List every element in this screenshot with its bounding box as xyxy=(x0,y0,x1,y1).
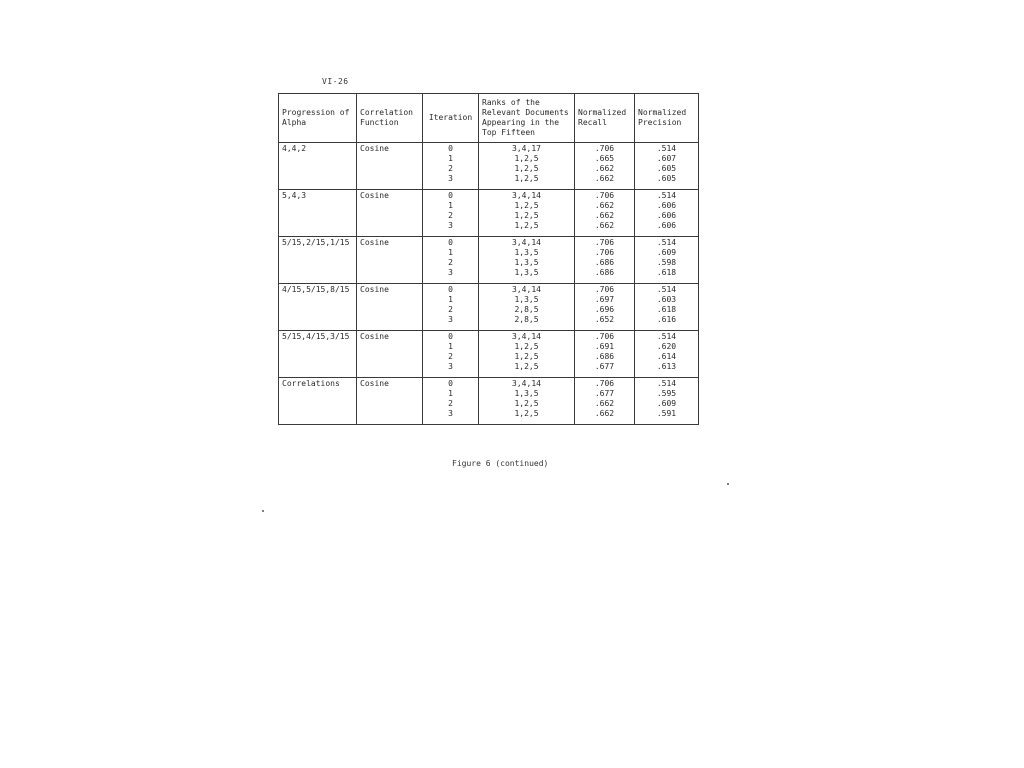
cell-ranks-value: 1,3,5 xyxy=(514,248,539,257)
cell-precision-value: .605 xyxy=(656,164,677,173)
scan-speck xyxy=(727,483,729,485)
cell-recall-value: .662 xyxy=(594,174,615,183)
cell-recall-value: .697 xyxy=(594,295,615,304)
cell-iteration-value: 2 xyxy=(448,399,453,408)
cell-recall-value: .662 xyxy=(594,221,615,230)
cell-recall xyxy=(575,237,635,284)
cell-recall-value: .706 xyxy=(594,379,615,388)
cell-recall-value: .662 xyxy=(594,409,615,418)
cell-iteration xyxy=(423,331,479,378)
cell-ranks-value: 1,3,5 xyxy=(514,268,539,277)
cell-iteration-value: 0 xyxy=(448,379,453,388)
cell-precision-value: .514 xyxy=(656,238,677,247)
cell-iteration-value: 1 xyxy=(448,342,453,351)
cell-recall-value: .706 xyxy=(594,238,615,247)
cell-ranks-value: 3,4,17 xyxy=(512,144,541,153)
header-ranks: Ranks of the Relevant Documents Appearing in the Top Fifteen xyxy=(479,94,575,143)
cell-recall-value: .706 xyxy=(594,144,615,153)
cell-precision-value: .595 xyxy=(656,389,677,398)
cell-iteration-value: 0 xyxy=(448,285,453,294)
cell-progression: 5/15,2/15,1/15 xyxy=(279,237,357,284)
table-row xyxy=(279,143,699,190)
cell-ranks-value: 1,2,5 xyxy=(514,164,539,173)
cell-iteration-value: 3 xyxy=(448,362,453,371)
cell-iteration-value: 0 xyxy=(448,238,453,247)
cell-iteration-value: 1 xyxy=(448,248,453,257)
cell-recall xyxy=(575,190,635,237)
cell-ranks-value: 3,4,14 xyxy=(512,238,541,247)
cell-iteration-value: 3 xyxy=(448,221,453,230)
table-row xyxy=(279,378,699,425)
page-label: VI-26 xyxy=(322,77,349,86)
cell-recall-value: .662 xyxy=(594,399,615,408)
cell-iteration xyxy=(423,190,479,237)
cell-iteration-value: 2 xyxy=(448,258,453,267)
cell-precision-value: .603 xyxy=(656,295,677,304)
cell-precision-value: .620 xyxy=(656,342,677,351)
cell-iteration-value: 3 xyxy=(448,174,453,183)
cell-recall xyxy=(575,378,635,425)
cell-ranks-value: 1,3,5 xyxy=(514,295,539,304)
cell-iteration-value: 3 xyxy=(448,268,453,277)
cell-precision-value: .618 xyxy=(656,268,677,277)
cell-recall-value: .652 xyxy=(594,315,615,324)
header-recall: Normalized Recall xyxy=(575,94,635,143)
cell-precision-value: .609 xyxy=(656,399,677,408)
cell-ranks-value: 1,2,5 xyxy=(514,352,539,361)
cell-recall-value: .691 xyxy=(594,342,615,351)
cell-ranks-value: 3,4,14 xyxy=(512,332,541,341)
cell-ranks xyxy=(479,284,575,331)
cell-precision-value: .606 xyxy=(656,211,677,220)
cell-iteration xyxy=(423,237,479,284)
cell-ranks xyxy=(479,143,575,190)
cell-correlation: Cosine xyxy=(357,378,423,425)
header-iteration: Iteration xyxy=(423,94,479,143)
cell-precision xyxy=(635,237,699,284)
cell-ranks-value: 1,2,5 xyxy=(514,221,539,230)
cell-precision-value: .605 xyxy=(656,174,677,183)
cell-iteration xyxy=(423,143,479,190)
cell-ranks-value: 3,4,14 xyxy=(512,191,541,200)
cell-iteration-value: 2 xyxy=(448,352,453,361)
cell-iteration-value: 0 xyxy=(448,144,453,153)
figure-caption: Figure 6 (continued) xyxy=(452,459,549,468)
cell-progression: 5,4,3 xyxy=(279,190,357,237)
cell-recall xyxy=(575,143,635,190)
cell-ranks-value: 3,4,14 xyxy=(512,379,541,388)
cell-ranks-value: 2,8,5 xyxy=(514,315,539,324)
cell-recall-value: .677 xyxy=(594,362,615,371)
cell-precision-value: .514 xyxy=(656,144,677,153)
table-row xyxy=(279,190,699,237)
cell-precision-value: .614 xyxy=(656,352,677,361)
cell-precision-value: .514 xyxy=(656,285,677,294)
cell-precision-value: .618 xyxy=(656,305,677,314)
cell-iteration-value: 2 xyxy=(448,211,453,220)
cell-iteration-value: 2 xyxy=(448,164,453,173)
cell-correlation: Cosine xyxy=(357,190,423,237)
table-header-row xyxy=(279,94,699,143)
cell-recall-value: .665 xyxy=(594,154,615,163)
cell-ranks-value: 1,2,5 xyxy=(514,174,539,183)
cell-correlation: Cosine xyxy=(357,237,423,284)
cell-recall-value: .686 xyxy=(594,268,615,277)
cell-recall-value: .706 xyxy=(594,332,615,341)
cell-ranks-value: 1,2,5 xyxy=(514,201,539,210)
table-row xyxy=(279,284,699,331)
table-row xyxy=(279,237,699,284)
cell-iteration-value: 0 xyxy=(448,332,453,341)
cell-recall-value: .706 xyxy=(594,248,615,257)
cell-progression: Correlations xyxy=(279,378,357,425)
cell-precision-value: .514 xyxy=(656,191,677,200)
cell-recall xyxy=(575,331,635,378)
cell-recall-value: .706 xyxy=(594,191,615,200)
table-row xyxy=(279,331,699,378)
cell-recall-value: .662 xyxy=(594,164,615,173)
cell-precision-value: .591 xyxy=(656,409,677,418)
cell-iteration xyxy=(423,378,479,425)
cell-recall-value: .686 xyxy=(594,258,615,267)
table-body xyxy=(279,143,699,425)
cell-progression: 5/15,4/15,3/15 xyxy=(279,331,357,378)
cell-precision-value: .607 xyxy=(656,154,677,163)
cell-ranks-value: 1,2,5 xyxy=(514,154,539,163)
results-table xyxy=(278,93,699,425)
cell-ranks-value: 1,2,5 xyxy=(514,409,539,418)
header-progression: Progression of Alpha xyxy=(279,94,357,143)
cell-ranks-value: 2,8,5 xyxy=(514,305,539,314)
cell-ranks-value: 1,2,5 xyxy=(514,362,539,371)
cell-progression: 4,4,2 xyxy=(279,143,357,190)
cell-ranks-value: 1,3,5 xyxy=(514,389,539,398)
cell-ranks-value: 1,3,5 xyxy=(514,258,539,267)
cell-precision-value: .606 xyxy=(656,201,677,210)
cell-precision xyxy=(635,378,699,425)
cell-iteration-value: 1 xyxy=(448,154,453,163)
cell-precision-value: .616 xyxy=(656,315,677,324)
cell-precision xyxy=(635,284,699,331)
cell-precision xyxy=(635,331,699,378)
cell-iteration-value: 1 xyxy=(448,389,453,398)
scan-speck xyxy=(262,510,264,512)
cell-ranks xyxy=(479,331,575,378)
cell-iteration-value: 3 xyxy=(448,315,453,324)
cell-precision-value: .606 xyxy=(656,221,677,230)
cell-correlation: Cosine xyxy=(357,143,423,190)
cell-recall-value: .706 xyxy=(594,285,615,294)
cell-precision xyxy=(635,190,699,237)
cell-ranks xyxy=(479,237,575,284)
cell-iteration xyxy=(423,284,479,331)
cell-correlation: Cosine xyxy=(357,284,423,331)
cell-iteration-value: 1 xyxy=(448,295,453,304)
cell-ranks-value: 1,2,5 xyxy=(514,211,539,220)
cell-recall-value: .662 xyxy=(594,211,615,220)
cell-iteration-value: 3 xyxy=(448,409,453,418)
cell-ranks-value: 1,2,5 xyxy=(514,342,539,351)
cell-iteration-value: 1 xyxy=(448,201,453,210)
cell-recall xyxy=(575,284,635,331)
cell-progression: 4/15,5/15,8/15 xyxy=(279,284,357,331)
cell-correlation: Cosine xyxy=(357,331,423,378)
cell-ranks xyxy=(479,190,575,237)
cell-ranks-value: 3,4,14 xyxy=(512,285,541,294)
cell-precision xyxy=(635,143,699,190)
cell-recall-value: .686 xyxy=(594,352,615,361)
header-precision: Normalized Precision xyxy=(635,94,699,143)
cell-precision-value: .514 xyxy=(656,379,677,388)
cell-recall-value: .696 xyxy=(594,305,615,314)
header-correlation: Correlation Function xyxy=(357,94,423,143)
cell-precision-value: .613 xyxy=(656,362,677,371)
cell-precision-value: .609 xyxy=(656,248,677,257)
cell-ranks xyxy=(479,378,575,425)
cell-precision-value: .514 xyxy=(656,332,677,341)
cell-recall-value: .662 xyxy=(594,201,615,210)
cell-ranks-value: 1,2,5 xyxy=(514,399,539,408)
cell-precision-value: .598 xyxy=(656,258,677,267)
cell-iteration-value: 2 xyxy=(448,305,453,314)
cell-iteration-value: 0 xyxy=(448,191,453,200)
cell-recall-value: .677 xyxy=(594,389,615,398)
